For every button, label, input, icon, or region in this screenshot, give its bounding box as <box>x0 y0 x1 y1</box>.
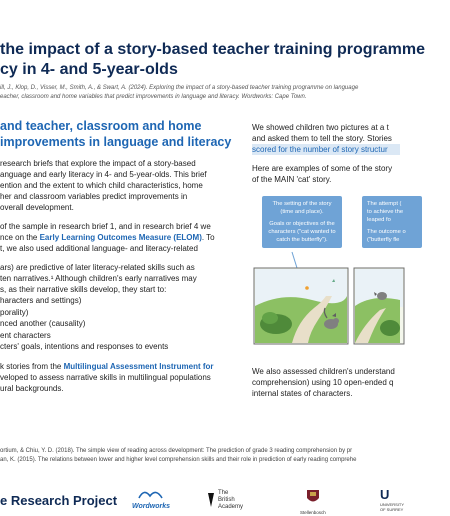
citation-line-2: eacher, classroom and home variables that predict improvements in language and literacy. Wordworks: Cape Town. <box>0 94 307 100</box>
references <box>0 447 400 465</box>
citation-line-1: ill, J., Klop, D., Visser, M., Smith, A., & Swart, A. (2024). Exploring the impact of a story-based teacher training programme on language <box>0 85 359 91</box>
main-line <box>0 361 240 372</box>
bubble-text: characters ("cat wanted to <box>268 229 336 235</box>
list-item: cters' goals, intentions and responses to events <box>0 342 169 351</box>
examples-paragraph <box>252 163 400 185</box>
page-title <box>0 40 425 80</box>
story-line: We showed children two pictures at a t <box>252 123 389 132</box>
wordworks-logo <box>132 488 170 510</box>
british-academy-logo <box>218 490 243 511</box>
highlighted-line: scored for the number of story structur <box>252 144 400 155</box>
skill-list <box>0 295 240 353</box>
elom-link[interactable]: Early Learning Outcomes Measure (ELOM) <box>39 233 202 242</box>
reference-line: an, K. (2015). The relations between lower and higher level comprehension skills and their role in prediction of early reading comprehe <box>0 457 357 463</box>
story-pictures <box>252 196 406 346</box>
story-illustration-2 <box>352 196 400 346</box>
surrey-text: OF SURREY <box>380 507 404 512</box>
assess-line: internal states of characters. <box>252 389 353 398</box>
right-column <box>252 122 400 185</box>
british-academy-text: Academy <box>218 504 244 510</box>
crest-icon <box>304 488 322 506</box>
main-text: k stories from the <box>0 361 64 371</box>
intro-paragraph <box>0 158 240 213</box>
left-column <box>0 118 240 394</box>
intro-line: research briefs that explore the impact of a story-based <box>0 159 196 168</box>
bubble-text: ("butterfly fle <box>367 237 400 243</box>
story-panel-1 <box>252 196 350 346</box>
intro-line: overall development. <box>0 203 74 212</box>
story-intro-paragraph <box>252 122 400 155</box>
british-academy-text: British <box>218 497 235 503</box>
wordworks-icon <box>136 488 166 500</box>
examples-line: Here are examples of some of the story <box>252 164 393 173</box>
bubble-text: to achieve the <box>367 209 404 215</box>
main-paragraph <box>0 361 240 394</box>
list-item: haracters and settings) <box>0 296 82 305</box>
sample-text: . To <box>201 233 215 242</box>
stellenbosch-logo <box>300 488 326 516</box>
main-line: ural backgrounds. <box>0 383 64 393</box>
bubble-text: The attempt ( <box>367 201 402 207</box>
title-line-1: the impact of a story-based teacher training programme <box>0 41 425 58</box>
section-heading-line-1: and teacher, classroom and home <box>0 119 202 133</box>
reference-line: ortium, & Chiu, Y. D. (2018). The simple view of reading across development: The prediction of grade 3 reading comprehension by pr <box>0 448 353 454</box>
story-illustration-1 <box>252 196 350 346</box>
bubble-text: The outcome o <box>367 229 406 235</box>
british-academy-text: The <box>218 490 229 496</box>
predictive-line: ten narratives.¹ Although children's early narratives may <box>0 274 197 283</box>
british-academy-icon <box>206 491 216 509</box>
section-heading-line-2: improvements in language and literacy <box>0 135 232 149</box>
wordworks-text: Wordworks <box>132 503 170 510</box>
assessment-paragraph <box>252 366 400 399</box>
bubble-text: Goals or objectives of the <box>269 221 335 227</box>
story-panel-2 <box>352 196 450 346</box>
sample-line: of the sample in research brief 1, and in research brief 4 we <box>0 222 211 231</box>
sample-line <box>0 232 240 243</box>
assess-line: We also assessed children's understand <box>252 367 395 376</box>
project-name: e Research Project <box>0 493 118 508</box>
bubble-text: (time and place). <box>280 209 324 215</box>
title-line-2: cy in 4- and 5-year-olds <box>0 61 178 78</box>
intro-line: her and classroom variables predict improvements in <box>0 192 188 201</box>
main-line: veloped to assess narrative skills in multilingual populations <box>0 372 211 382</box>
sample-text: nce on the <box>0 233 40 242</box>
list-item: porality) <box>0 307 29 317</box>
assess-line: comprehension) using 10 open-ended q <box>252 378 394 387</box>
predictive-line: s, as their narrative skills develop, they start to: <box>0 285 167 294</box>
section-heading <box>0 118 240 150</box>
surrey-text: UNIVERSITY <box>380 502 405 507</box>
citation <box>0 84 400 102</box>
intro-line: anguage and early literacy in 4- and 5-year-olds. This brief <box>0 170 207 179</box>
predictive-paragraph <box>0 262 240 295</box>
footer <box>0 486 405 516</box>
bubble-text: catch the butterfly"). <box>276 237 328 243</box>
story-line: and asked them to tell the story. Stories <box>252 134 392 143</box>
stellenbosch-text: Stellenbosch <box>300 510 326 515</box>
bubble-text: The setting of the story <box>272 201 332 207</box>
sample-paragraph <box>0 221 240 254</box>
examples-line: of the MAIN 'cat' story. <box>252 175 332 184</box>
surrey-letter: U <box>380 487 390 502</box>
intro-line: ention and the extent to which child characteristics, home <box>0 181 203 190</box>
list-item: ent characters <box>0 330 51 340</box>
university-of-surrey-logo <box>380 488 404 512</box>
bubble-text: leaped fo <box>367 217 391 223</box>
sample-line: t, we also used additional language- and literacy-related <box>0 244 198 253</box>
list-item: nced another (causality) <box>0 319 86 328</box>
main-link[interactable]: Multilingual Assessment Instrument for <box>63 361 214 371</box>
predictive-line: ars) are predictive of later literacy-related skills such as <box>0 263 195 272</box>
